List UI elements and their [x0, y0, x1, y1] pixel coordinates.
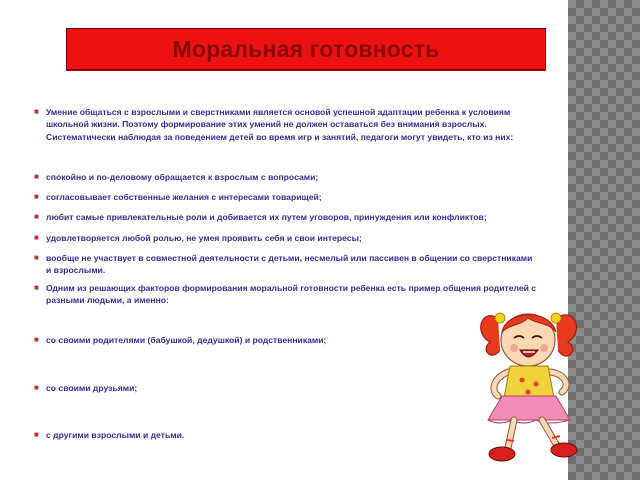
list-item-text: Умение общаться с взрослыми и сверстниками является основой успешной адаптации ребенка к условиям школьной жизни. Поэтому формирование этих умений не должен оставаться без внимания взрослых. Систематически наблюдая за поведением детей во время игр и занятий, педагоги могут увидеть, кто из них:	[46, 107, 514, 142]
list-item	[32, 429, 538, 441]
list-item	[32, 232, 538, 244]
list-item-text: спокойно и по-деловому обращается к взрослым с вопросами;	[46, 171, 319, 182]
bullet-icon: ■	[34, 253, 39, 263]
list-item-text: с другими взрослыми и детьми.	[46, 429, 185, 440]
bullet-icon: ■	[34, 429, 39, 439]
slide-title: Моральная готовность	[172, 35, 440, 62]
list-item-text: Одним из решающих факторов формирования моральной готовности ребенка есть пример общения родителей с разными людьми, а именно:	[46, 282, 537, 305]
list-item-text: согласовывает собственные желания с интересами товарищей;	[46, 192, 322, 203]
list-item	[32, 106, 538, 143]
list-item	[32, 382, 538, 394]
list-item	[32, 211, 538, 223]
list-item-text: со своими друзьями;	[46, 382, 138, 393]
bullet-icon: ■	[34, 335, 39, 345]
list-item-text: со своими родителями (бабушкой, дедушкой) и родственниками;	[46, 335, 327, 346]
title-banner	[66, 28, 546, 70]
list-item	[32, 252, 538, 277]
list-item	[32, 171, 538, 183]
list-item	[32, 191, 538, 203]
bullet-icon: ■	[34, 282, 39, 292]
bullet-icon: ■	[34, 232, 39, 242]
bullet-icon: ■	[34, 212, 39, 222]
list-item-text: вообще не участвует в совместной деятельности с детьми, несмелый или пассивен в общении со сверстниками и взрослыми.	[46, 253, 533, 276]
bullet-list	[32, 106, 538, 441]
bullet-icon: ■	[34, 192, 39, 202]
list-item-text: удовлетворяется любой ролью, не умея проявить себя и свои интересы;	[46, 232, 362, 243]
bullet-icon: ■	[34, 107, 39, 116]
bullet-icon: ■	[34, 171, 39, 181]
cartoon-girl-illustration	[470, 288, 588, 466]
bullet-icon: ■	[34, 382, 39, 392]
list-item-text: любит самые привлекательные роли и добивается их путем уговоров, принуждения или конфликтов;	[46, 212, 487, 223]
list-item	[32, 334, 538, 346]
list-item	[32, 282, 538, 307]
